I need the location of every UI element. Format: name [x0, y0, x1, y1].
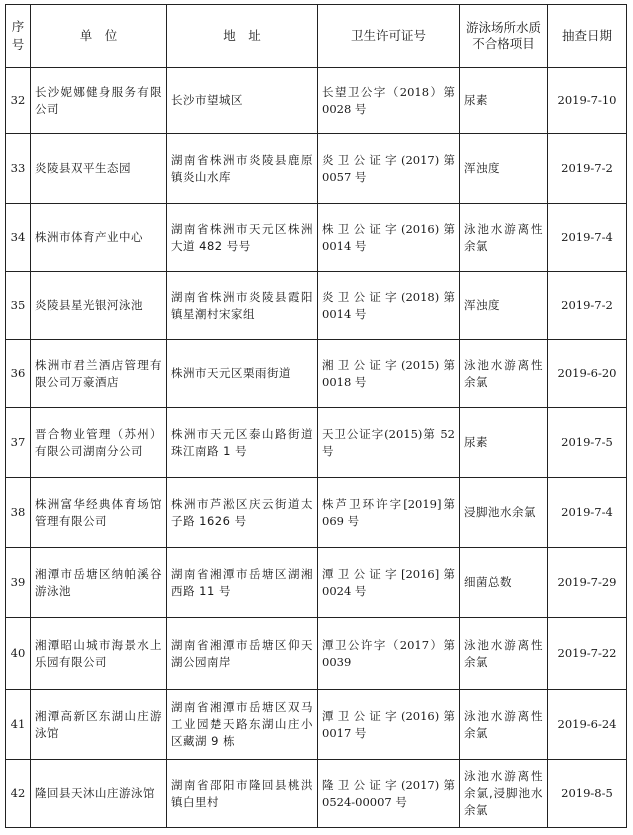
- cell-address: 株洲市芦淞区庆云街道太子路 1626 号: [167, 478, 318, 548]
- cell-address: 湖南省湘潭市岳塘区仰天湖公园南岸: [167, 618, 318, 690]
- cell-license: 长望卫公字（2018）第 0028 号: [318, 68, 460, 134]
- header-item: 游泳场所水质不合格项目: [460, 5, 548, 68]
- table-row: [6, 478, 627, 548]
- cell-license: 炎卫公证字(2018)第 0014 号: [318, 272, 460, 340]
- cell-date: 2019-7-10: [548, 68, 627, 134]
- cell-license: 湘卫公证字(2015)第 0018 号: [318, 340, 460, 408]
- cell-no: 41: [6, 690, 31, 760]
- cell-unit: 湘潭市岳塘区纳帕溪谷游泳池: [31, 548, 167, 618]
- cell-unit: 湘潭昭山城市海景水上乐园有限公司: [31, 618, 167, 690]
- cell-date: 2019-7-4: [548, 204, 627, 272]
- cell-address: 湖南省株洲市天元区株洲大道 482 号号: [167, 204, 318, 272]
- table-row: [6, 548, 627, 618]
- cell-unit: 晋合物业管理（苏州）有限公司湖南分公司: [31, 408, 167, 478]
- cell-date: 2019-7-22: [548, 618, 627, 690]
- cell-unit: 株洲市君兰酒店管理有限公司万豪酒店: [31, 340, 167, 408]
- cell-item: 浑浊度: [460, 134, 548, 204]
- header-unit: 单 位: [31, 5, 167, 68]
- table-row: [6, 68, 627, 134]
- cell-address: 湖南省株洲市炎陵县鹿原镇炎山水库: [167, 134, 318, 204]
- cell-no: 42: [6, 760, 31, 828]
- cell-date: 2019-8-5: [548, 760, 627, 828]
- cell-no: 38: [6, 478, 31, 548]
- cell-license: 炎卫公证字(2017)第 0057 号: [318, 134, 460, 204]
- table-row: [6, 690, 627, 760]
- table-row: [6, 134, 627, 204]
- table-row: [6, 618, 627, 690]
- header-no: 序号: [6, 5, 31, 68]
- cell-date: 2019-7-4: [548, 478, 627, 548]
- table-row: [6, 340, 627, 408]
- cell-address: 长沙市望城区: [167, 68, 318, 134]
- cell-item: 尿素: [460, 408, 548, 478]
- cell-item: 泳池水游离性余氯: [460, 340, 548, 408]
- cell-address: 湖南省湘潭市岳塘区双马工业园楚天路东湖山庄小区藏湖 9 栋: [167, 690, 318, 760]
- cell-date: 2019-6-24: [548, 690, 627, 760]
- cell-license: 天卫公证字(2015)第 52 号: [318, 408, 460, 478]
- cell-address: 湖南省湘潭市岳塘区湖湘西路 11 号: [167, 548, 318, 618]
- cell-no: 36: [6, 340, 31, 408]
- cell-no: 34: [6, 204, 31, 272]
- cell-no: 32: [6, 68, 31, 134]
- cell-unit: 炎陵县星光银河泳池: [31, 272, 167, 340]
- cell-item: 泳池水游离性余氯: [460, 204, 548, 272]
- cell-license: 隆卫公证字(2017)第 0524-00007 号: [318, 760, 460, 828]
- cell-license: 潭卫公证字(2016)第 0017 号: [318, 690, 460, 760]
- cell-unit: 株洲市体育产业中心: [31, 204, 167, 272]
- cell-no: 37: [6, 408, 31, 478]
- cell-address: 湖南省株洲市炎陵县霞阳镇星潮村宋家组: [167, 272, 318, 340]
- cell-license: 株芦卫环许字[2019]第 069 号: [318, 478, 460, 548]
- cell-unit: 炎陵县双平生态园: [31, 134, 167, 204]
- cell-license: 潭卫公许字（2017）第 0039: [318, 618, 460, 690]
- cell-unit: 株洲富华经典体育场馆管理有限公司: [31, 478, 167, 548]
- cell-item: 泳池水游离性余氯,浸脚池水余氯: [460, 760, 548, 828]
- cell-unit: 湘潭高新区东湖山庄游泳馆: [31, 690, 167, 760]
- cell-address: 湖南省邵阳市隆回县桃洪镇白里村: [167, 760, 318, 828]
- table-header-row: [6, 5, 627, 68]
- cell-item: 泳池水游离性余氯: [460, 618, 548, 690]
- cell-item: 泳池水游离性余氯: [460, 690, 548, 760]
- table-row: [6, 272, 627, 340]
- cell-license: 株卫公证字(2016)第 0014 号: [318, 204, 460, 272]
- table-row: [6, 408, 627, 478]
- cell-item: 浑浊度: [460, 272, 548, 340]
- cell-address: 株洲市天元区栗雨街道: [167, 340, 318, 408]
- table-row: [6, 204, 627, 272]
- cell-no: 39: [6, 548, 31, 618]
- header-date: 抽查日期: [548, 5, 627, 68]
- cell-date: 2019-7-29: [548, 548, 627, 618]
- table-row: [6, 760, 627, 828]
- cell-date: 2019-6-20: [548, 340, 627, 408]
- cell-no: 33: [6, 134, 31, 204]
- cell-unit: 长沙妮娜健身服务有限公司: [31, 68, 167, 134]
- cell-unit: 隆回县天沐山庄游泳馆: [31, 760, 167, 828]
- cell-license: 潭卫公证字[2016]第 0024 号: [318, 548, 460, 618]
- cell-item: 细菌总数: [460, 548, 548, 618]
- cell-date: 2019-7-2: [548, 134, 627, 204]
- cell-no: 40: [6, 618, 31, 690]
- cell-date: 2019-7-2: [548, 272, 627, 340]
- cell-date: 2019-7-5: [548, 408, 627, 478]
- cell-no: 35: [6, 272, 31, 340]
- cell-address: 株洲市天元区泰山路街道珠江南路 1 号: [167, 408, 318, 478]
- cell-item: 浸脚池水余氯: [460, 478, 548, 548]
- swimming-pool-inspection-table: [5, 4, 627, 828]
- header-address: 地 址: [167, 5, 318, 68]
- cell-item: 尿素: [460, 68, 548, 134]
- header-license: 卫生许可证号: [318, 5, 460, 68]
